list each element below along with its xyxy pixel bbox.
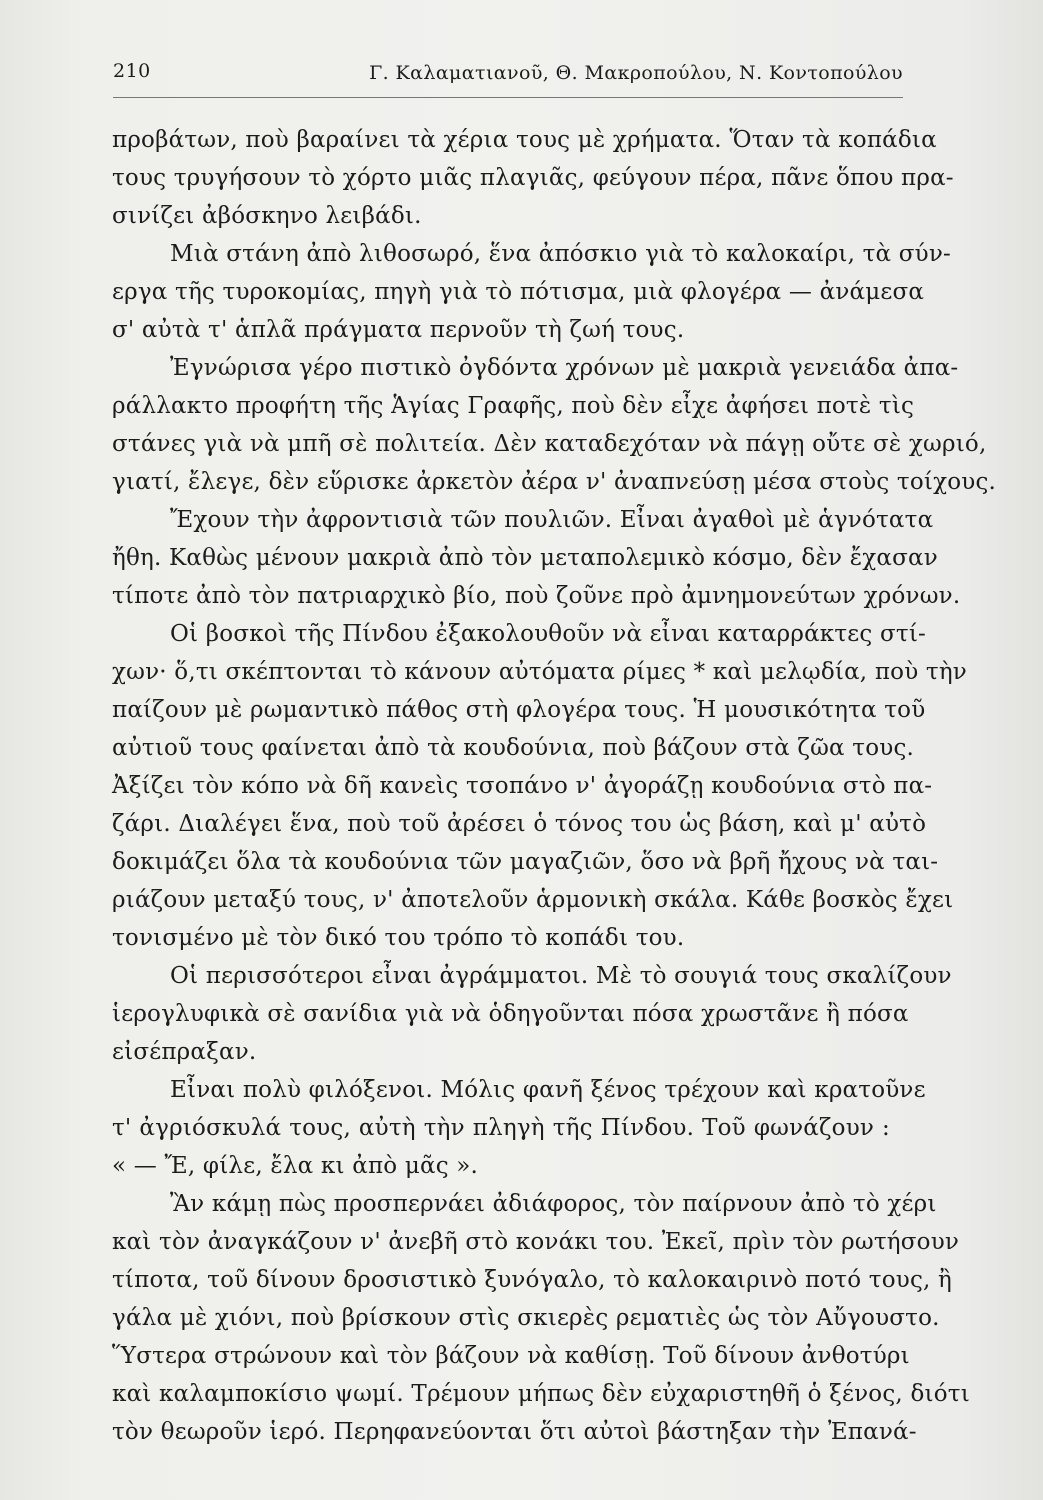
header-rule xyxy=(113,97,903,98)
text-line: καὶ καλαμποκίσιο ψωμί. Τρέμουν μήπως δὲν εὐχαριστηθῆ ὁ ξένος, διότι xyxy=(112,1381,970,1407)
text-line: Οἱ βοσκοὶ τῆς Πίνδου ἐξακολουθοῦν νὰ εἶναι καταρράκτες στί- xyxy=(170,621,927,647)
text-line: ζάρι. Διαλέγει ἕνα, ποὺ τοῦ ἀρέσει ὁ τόνος του ὡς βάση, καὶ μ' αὐτὸ xyxy=(112,811,927,837)
page-header xyxy=(113,60,903,96)
running-head: Γ. Καλαματιανοῦ, Θ. Μακροπούλου, Ν. Κοντοπούλου xyxy=(369,62,903,84)
text-line: Ἂν κάμῃ πὼς προσπερνάει ἀδιάφορος, τὸν παίρνουν ἀπὸ τὸ χέρι xyxy=(170,1191,937,1217)
text-line: προβάτων, ποὺ βαραίνει τὰ χέρια τους μὲ χρήματα. Ὅταν τὰ κοπάδια xyxy=(112,127,937,153)
text-line: δοκιμάζει ὅλα τὰ κουδούνια τῶν μαγαζιῶν, ὅσο νὰ βρῆ ἤχους νὰ ται- xyxy=(112,849,939,875)
text-line: « — Ἔ, φίλε, ἔλα κι ἀπὸ μᾶς ». xyxy=(112,1153,479,1179)
text-line: ἤθη. Καθὼς μένουν μακριὰ ἀπὸ τὸν μεταπολεμικὸ κόσμο, δὲν ἔχασαν xyxy=(112,545,938,571)
text-line: τ' ἀγριόσκυλά τους, αὐτὴ τὴν πληγὴ τῆς Πίνδου. Τοῦ φωνάζουν : xyxy=(112,1115,890,1141)
text-line: Ὕστερα στρώνουν καὶ τὸν βάζουν νὰ καθίσῃ. Τοῦ δίνουν ἀνθοτύρι xyxy=(112,1343,910,1369)
page-number: 210 xyxy=(113,60,151,82)
text-line: παίζουν μὲ ρωμαντικὸ πάθος στὴ φλογέρα τους. Ἡ μουσικότητα τοῦ xyxy=(112,697,926,723)
text-line: σινίζει ἀβόσκηνο λειβάδι. xyxy=(112,203,422,229)
text-line: Ἀξίζει τὸν κόπο νὰ δῆ κανεὶς τσοπάνο ν' ἀγοράζῃ κουδούνια στὸ πα- xyxy=(112,773,933,799)
text-line: ράλλακτο προφήτη τῆς Ἁγίας Γραφῆς, ποὺ δὲν εἶχε ἀφήσει ποτὲ τὶς xyxy=(112,393,915,419)
text-line: καὶ τὸν ἀναγκάζουν ν' ἀνεβῆ στὸ κονάκι του. Ἐκεῖ, πρὶν τὸν ρωτήσουν xyxy=(112,1229,960,1255)
text-line: εἰσέπραξαν. xyxy=(112,1039,257,1065)
text-line: Εἶναι πολὺ φιλόξενοι. Μόλις φανῆ ξένος τρέχουν καὶ κρατοῦνε xyxy=(170,1077,926,1103)
text-line: τίποτα, τοῦ δίνουν δροσιστικὸ ξυνόγαλο, τὸ καλοκαιρινὸ ποτό τους, ἢ xyxy=(112,1267,953,1293)
text-line: τους τρυγήσουν τὸ χόρτο μιᾶς πλαγιᾶς, φεύγουν πέρα, πᾶνε ὅπου πρα- xyxy=(112,165,954,191)
text-line: εργα τῆς τυροκομίας, πηγὴ γιὰ τὸ πότισμα, μιὰ φλογέρα — ἀνάμεσα xyxy=(112,279,925,305)
text-line: τονισμένο μὲ τὸν δικό του τρόπο τὸ κοπάδι του. xyxy=(112,925,685,951)
text-line: Οἱ περισσότεροι εἶναι ἀγράμματοι. Μὲ τὸ σουγιά τους σκαλίζουν xyxy=(170,963,952,989)
text-line: στάνες γιὰ νὰ μπῆ σὲ πολιτεία. Δὲν καταδεχόταν νὰ πάγῃ οὔτε σὲ χωριό, xyxy=(112,431,987,457)
text-line: γάλα μὲ χιόνι, ποὺ βρίσκουν στὶς σκιερὲς ρεματιὲς ὡς τὸν Αὔγουστο. xyxy=(112,1305,940,1331)
text-line: Ἔχουν τὴν ἀφροντισιὰ τῶν πουλιῶν. Εἶναι ἀγαθοὶ μὲ ἁγνότατα xyxy=(170,507,934,533)
text-line: χων· ὅ,τι σκέπτονται τὸ κάνουν αὐτόματα ρίμες * καὶ μελῳδία, ποὺ τὴν xyxy=(112,659,967,685)
text-line: τίποτε ἀπὸ τὸν πατριαρχικὸ βίο, ποὺ ζοῦνε πρὸ ἀμνημονεύτων χρόνων. xyxy=(112,583,961,609)
text-line: τὸν θεωροῦν ἱερό. Περηφανεύονται ὅτι αὐτοὶ βάστηξαν τὴν Ἐπανά- xyxy=(112,1419,917,1445)
text-line: σ' αὐτὰ τ' ἁπλᾶ πράγματα περνοῦν τὴ ζωή τους. xyxy=(112,317,685,343)
text-line: ἱερογλυφικὰ σὲ σανίδια γιὰ νὰ ὁδηγοῦνται πόσα χρωστᾶνε ἢ πόσα xyxy=(112,1001,909,1027)
text-line: Μιὰ στάνη ἀπὸ λιθοσωρό, ἕνα ἀπόσκιο γιὰ τὸ καλοκαίρι, τὰ σύν- xyxy=(170,241,952,267)
text-line: Ἐγνώρισα γέρο πιστικὸ ὀγδόντα χρόνων μὲ μακριὰ γενειάδα ἀπα- xyxy=(170,355,959,381)
text-line: αὐτιοῦ τους φαίνεται ἀπὸ τὰ κουδούνια, ποὺ βάζουν στὰ ζῶα τους. xyxy=(112,735,915,761)
text-line: ριάζουν μεταξύ τους, ν' ἀποτελοῦν ἁρμονικὴ σκάλα. Κάθε βοσκὸς ἔχει xyxy=(112,887,954,913)
text-line: γιατί, ἔλεγε, δὲν εὕρισκε ἀρκετὸν ἀέρα ν' ἀναπνεύσῃ μέσα στοὺς τοίχους. xyxy=(112,469,997,495)
body-text xyxy=(112,121,997,1451)
